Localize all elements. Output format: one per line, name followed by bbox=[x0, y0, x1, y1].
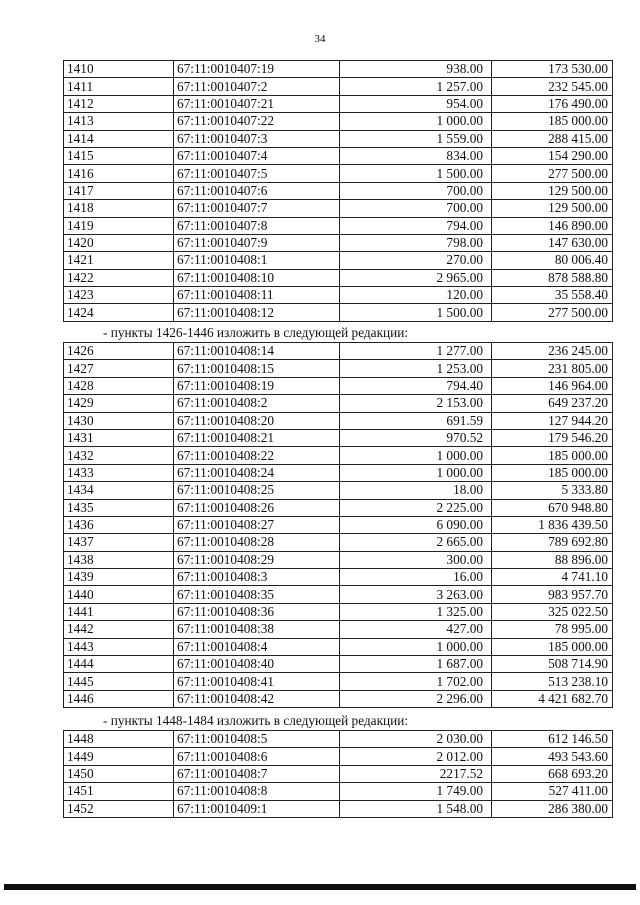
table-row bbox=[64, 182, 613, 199]
cadastral-number-cell: 67:11:0010407:19 bbox=[174, 61, 340, 78]
value-cell: 4 421 682.70 bbox=[492, 690, 613, 707]
cadastral-number-cell: 67:11:0010407:9 bbox=[174, 234, 340, 251]
cadastral-number-cell: 67:11:0010408:15 bbox=[174, 360, 340, 377]
cadastral-number-cell: 67:11:0010408:42 bbox=[174, 690, 340, 707]
area-cell: 120.00 bbox=[340, 287, 492, 304]
area-cell: 1 000.00 bbox=[340, 638, 492, 655]
table-row bbox=[64, 551, 613, 568]
table-row bbox=[64, 200, 613, 217]
table-row bbox=[64, 95, 613, 112]
row-number-cell: 1426 bbox=[64, 343, 174, 360]
table-row bbox=[64, 748, 613, 765]
table-row bbox=[64, 113, 613, 130]
value-cell: 236 245.00 bbox=[492, 343, 613, 360]
table-row bbox=[64, 252, 613, 269]
area-cell: 2 965.00 bbox=[340, 269, 492, 286]
row-number-cell: 1444 bbox=[64, 656, 174, 673]
row-number-cell: 1446 bbox=[64, 690, 174, 707]
cadastral-number-cell: 67:11:0010408:8 bbox=[174, 783, 340, 800]
row-number-cell: 1416 bbox=[64, 165, 174, 182]
row-number-cell: 1410 bbox=[64, 61, 174, 78]
area-cell: 1 702.00 bbox=[340, 673, 492, 690]
area-cell: 938.00 bbox=[340, 61, 492, 78]
value-cell: 527 411.00 bbox=[492, 783, 613, 800]
area-cell: 954.00 bbox=[340, 95, 492, 112]
value-cell: 185 000.00 bbox=[492, 464, 613, 481]
table-section-3 bbox=[63, 730, 613, 818]
cadastral-number-cell: 67:11:0010408:19 bbox=[174, 377, 340, 394]
cadastral-number-cell: 67:11:0010408:41 bbox=[174, 673, 340, 690]
area-cell: 1 548.00 bbox=[340, 800, 492, 817]
cadastral-number-cell: 67:11:0010408:5 bbox=[174, 731, 340, 748]
cadastral-number-cell: 67:11:0010408:28 bbox=[174, 534, 340, 551]
area-cell: 1 257.00 bbox=[340, 78, 492, 95]
table-row bbox=[64, 343, 613, 360]
row-number-cell: 1415 bbox=[64, 147, 174, 164]
value-cell: 286 380.00 bbox=[492, 800, 613, 817]
row-number-cell: 1417 bbox=[64, 182, 174, 199]
value-cell: 277 500.00 bbox=[492, 304, 613, 321]
cadastral-number-cell: 67:11:0010408:1 bbox=[174, 252, 340, 269]
row-number-cell: 1412 bbox=[64, 95, 174, 112]
section-heading-1426-1446: - пункты 1426-1446 изложить в следующей редакции: bbox=[103, 325, 409, 340]
table-row bbox=[64, 165, 613, 182]
cadastral-number-cell: 67:11:0010408:2 bbox=[174, 395, 340, 412]
cadastral-number-cell: 67:11:0010408:4 bbox=[174, 638, 340, 655]
cadastral-number-cell: 67:11:0010408:35 bbox=[174, 586, 340, 603]
value-cell: 129 500.00 bbox=[492, 182, 613, 199]
table-row bbox=[64, 304, 613, 321]
cadastral-number-cell: 67:11:0010407:2 bbox=[174, 78, 340, 95]
table-row bbox=[64, 217, 613, 234]
value-cell: 4 741.10 bbox=[492, 569, 613, 586]
row-number-cell: 1422 bbox=[64, 269, 174, 286]
cadastral-number-cell: 67:11:0010407:6 bbox=[174, 182, 340, 199]
cadastral-number-cell: 67:11:0010408:14 bbox=[174, 343, 340, 360]
value-cell: 185 000.00 bbox=[492, 447, 613, 464]
area-cell: 798.00 bbox=[340, 234, 492, 251]
row-number-cell: 1449 bbox=[64, 748, 174, 765]
table-row bbox=[64, 78, 613, 95]
value-cell: 612 146.50 bbox=[492, 731, 613, 748]
area-cell: 2 153.00 bbox=[340, 395, 492, 412]
cadastral-number-cell: 67:11:0010408:12 bbox=[174, 304, 340, 321]
area-cell: 1 000.00 bbox=[340, 464, 492, 481]
row-number-cell: 1429 bbox=[64, 395, 174, 412]
cadastral-number-cell: 67:11:0010408:25 bbox=[174, 482, 340, 499]
row-number-cell: 1431 bbox=[64, 429, 174, 446]
value-cell: 513 238.10 bbox=[492, 673, 613, 690]
table-row bbox=[64, 482, 613, 499]
table-row bbox=[64, 765, 613, 782]
table-row bbox=[64, 516, 613, 533]
table-row bbox=[64, 783, 613, 800]
row-number-cell: 1421 bbox=[64, 252, 174, 269]
value-cell: 493 543.60 bbox=[492, 748, 613, 765]
table-row bbox=[64, 586, 613, 603]
row-number-cell: 1419 bbox=[64, 217, 174, 234]
row-number-cell: 1442 bbox=[64, 621, 174, 638]
row-number-cell: 1439 bbox=[64, 569, 174, 586]
area-cell: 18.00 bbox=[340, 482, 492, 499]
value-cell: 185 000.00 bbox=[492, 638, 613, 655]
table-row bbox=[64, 499, 613, 516]
cadastral-number-cell: 67:11:0010407:4 bbox=[174, 147, 340, 164]
area-cell: 700.00 bbox=[340, 182, 492, 199]
table-row bbox=[64, 638, 613, 655]
area-cell: 794.40 bbox=[340, 377, 492, 394]
value-cell: 232 545.00 bbox=[492, 78, 613, 95]
value-cell: 878 588.80 bbox=[492, 269, 613, 286]
table-row bbox=[64, 534, 613, 551]
area-cell: 1 500.00 bbox=[340, 165, 492, 182]
table-row bbox=[64, 569, 613, 586]
row-number-cell: 1430 bbox=[64, 412, 174, 429]
value-cell: 5 333.80 bbox=[492, 482, 613, 499]
section-heading-1448-1484: - пункты 1448-1484 изложить в следующей редакции: bbox=[103, 713, 409, 728]
area-cell: 2 296.00 bbox=[340, 690, 492, 707]
area-cell: 2 225.00 bbox=[340, 499, 492, 516]
area-cell: 300.00 bbox=[340, 551, 492, 568]
cadastral-number-cell: 67:11:0010408:24 bbox=[174, 464, 340, 481]
row-number-cell: 1451 bbox=[64, 783, 174, 800]
value-cell: 129 500.00 bbox=[492, 200, 613, 217]
table-row bbox=[64, 287, 613, 304]
area-cell: 2217.52 bbox=[340, 765, 492, 782]
row-number-cell: 1414 bbox=[64, 130, 174, 147]
row-number-cell: 1441 bbox=[64, 603, 174, 620]
area-cell: 1 687.00 bbox=[340, 656, 492, 673]
row-number-cell: 1411 bbox=[64, 78, 174, 95]
cadastral-number-cell: 67:11:0010408:27 bbox=[174, 516, 340, 533]
area-cell: 270.00 bbox=[340, 252, 492, 269]
row-number-cell: 1443 bbox=[64, 638, 174, 655]
table-row bbox=[64, 130, 613, 147]
area-cell: 1 000.00 bbox=[340, 113, 492, 130]
row-number-cell: 1438 bbox=[64, 551, 174, 568]
value-cell: 649 237.20 bbox=[492, 395, 613, 412]
table-row bbox=[64, 656, 613, 673]
area-cell: 700.00 bbox=[340, 200, 492, 217]
cadastral-number-cell: 67:11:0010408:36 bbox=[174, 603, 340, 620]
area-cell: 1 325.00 bbox=[340, 603, 492, 620]
area-cell: 2 012.00 bbox=[340, 748, 492, 765]
value-cell: 185 000.00 bbox=[492, 113, 613, 130]
table-section-1 bbox=[63, 60, 613, 322]
parcel-table-2 bbox=[63, 342, 613, 708]
cadastral-number-cell: 67:11:0010408:7 bbox=[174, 765, 340, 782]
cadastral-number-cell: 67:11:0010409:1 bbox=[174, 800, 340, 817]
value-cell: 231 805.00 bbox=[492, 360, 613, 377]
row-number-cell: 1437 bbox=[64, 534, 174, 551]
row-number-cell: 1452 bbox=[64, 800, 174, 817]
area-cell: 427.00 bbox=[340, 621, 492, 638]
table-row bbox=[64, 412, 613, 429]
cadastral-number-cell: 67:11:0010407:7 bbox=[174, 200, 340, 217]
row-number-cell: 1428 bbox=[64, 377, 174, 394]
row-number-cell: 1424 bbox=[64, 304, 174, 321]
value-cell: 983 957.70 bbox=[492, 586, 613, 603]
area-cell: 2 665.00 bbox=[340, 534, 492, 551]
table-row bbox=[64, 603, 613, 620]
cadastral-number-cell: 67:11:0010408:10 bbox=[174, 269, 340, 286]
value-cell: 508 714.90 bbox=[492, 656, 613, 673]
area-cell: 1 000.00 bbox=[340, 447, 492, 464]
table-row bbox=[64, 464, 613, 481]
area-cell: 1 277.00 bbox=[340, 343, 492, 360]
area-cell: 1 749.00 bbox=[340, 783, 492, 800]
table-row bbox=[64, 234, 613, 251]
value-cell: 668 693.20 bbox=[492, 765, 613, 782]
area-cell: 1 253.00 bbox=[340, 360, 492, 377]
area-cell: 691.59 bbox=[340, 412, 492, 429]
value-cell: 1 836 439.50 bbox=[492, 516, 613, 533]
value-cell: 147 630.00 bbox=[492, 234, 613, 251]
table-row bbox=[64, 61, 613, 78]
row-number-cell: 1418 bbox=[64, 200, 174, 217]
value-cell: 288 415.00 bbox=[492, 130, 613, 147]
cadastral-number-cell: 67:11:0010408:3 bbox=[174, 569, 340, 586]
cadastral-number-cell: 67:11:0010407:3 bbox=[174, 130, 340, 147]
cadastral-number-cell: 67:11:0010408:20 bbox=[174, 412, 340, 429]
area-cell: 1 500.00 bbox=[340, 304, 492, 321]
table-row bbox=[64, 621, 613, 638]
value-cell: 789 692.80 bbox=[492, 534, 613, 551]
value-cell: 670 948.80 bbox=[492, 499, 613, 516]
table-row bbox=[64, 800, 613, 817]
row-number-cell: 1427 bbox=[64, 360, 174, 377]
table-row bbox=[64, 360, 613, 377]
table-row bbox=[64, 731, 613, 748]
row-number-cell: 1445 bbox=[64, 673, 174, 690]
row-number-cell: 1434 bbox=[64, 482, 174, 499]
value-cell: 146 964.00 bbox=[492, 377, 613, 394]
cadastral-number-cell: 67:11:0010408:6 bbox=[174, 748, 340, 765]
table-row bbox=[64, 377, 613, 394]
value-cell: 154 290.00 bbox=[492, 147, 613, 164]
row-number-cell: 1433 bbox=[64, 464, 174, 481]
table-row bbox=[64, 429, 613, 446]
cadastral-number-cell: 67:11:0010408:21 bbox=[174, 429, 340, 446]
area-cell: 2 030.00 bbox=[340, 731, 492, 748]
bottom-rule bbox=[4, 884, 636, 890]
value-cell: 88 896.00 bbox=[492, 551, 613, 568]
row-number-cell: 1413 bbox=[64, 113, 174, 130]
page-number: 34 bbox=[314, 33, 326, 45]
cadastral-number-cell: 67:11:0010407:22 bbox=[174, 113, 340, 130]
area-cell: 794.00 bbox=[340, 217, 492, 234]
row-number-cell: 1420 bbox=[64, 234, 174, 251]
row-number-cell: 1432 bbox=[64, 447, 174, 464]
area-cell: 1 559.00 bbox=[340, 130, 492, 147]
row-number-cell: 1450 bbox=[64, 765, 174, 782]
cadastral-number-cell: 67:11:0010408:26 bbox=[174, 499, 340, 516]
row-number-cell: 1436 bbox=[64, 516, 174, 533]
cadastral-number-cell: 67:11:0010407:8 bbox=[174, 217, 340, 234]
value-cell: 176 490.00 bbox=[492, 95, 613, 112]
value-cell: 80 006.40 bbox=[492, 252, 613, 269]
cadastral-number-cell: 67:11:0010407:5 bbox=[174, 165, 340, 182]
area-cell: 16.00 bbox=[340, 569, 492, 586]
area-cell: 3 263.00 bbox=[340, 586, 492, 603]
parcel-table-1 bbox=[63, 60, 613, 322]
cadastral-number-cell: 67:11:0010408:22 bbox=[174, 447, 340, 464]
table-row bbox=[64, 690, 613, 707]
cadastral-number-cell: 67:11:0010407:21 bbox=[174, 95, 340, 112]
table-row bbox=[64, 447, 613, 464]
area-cell: 834.00 bbox=[340, 147, 492, 164]
value-cell: 277 500.00 bbox=[492, 165, 613, 182]
table-row bbox=[64, 269, 613, 286]
area-cell: 970.52 bbox=[340, 429, 492, 446]
table-row bbox=[64, 673, 613, 690]
value-cell: 127 944.20 bbox=[492, 412, 613, 429]
cadastral-number-cell: 67:11:0010408:40 bbox=[174, 656, 340, 673]
value-cell: 146 890.00 bbox=[492, 217, 613, 234]
table-row bbox=[64, 395, 613, 412]
value-cell: 179 546.20 bbox=[492, 429, 613, 446]
value-cell: 35 558.40 bbox=[492, 287, 613, 304]
row-number-cell: 1435 bbox=[64, 499, 174, 516]
table-section-2 bbox=[63, 342, 613, 708]
value-cell: 78 995.00 bbox=[492, 621, 613, 638]
row-number-cell: 1423 bbox=[64, 287, 174, 304]
row-number-cell: 1448 bbox=[64, 731, 174, 748]
area-cell: 6 090.00 bbox=[340, 516, 492, 533]
value-cell: 173 530.00 bbox=[492, 61, 613, 78]
table-row bbox=[64, 147, 613, 164]
cadastral-number-cell: 67:11:0010408:29 bbox=[174, 551, 340, 568]
parcel-table-3 bbox=[63, 730, 613, 818]
value-cell: 325 022.50 bbox=[492, 603, 613, 620]
row-number-cell: 1440 bbox=[64, 586, 174, 603]
cadastral-number-cell: 67:11:0010408:38 bbox=[174, 621, 340, 638]
cadastral-number-cell: 67:11:0010408:11 bbox=[174, 287, 340, 304]
